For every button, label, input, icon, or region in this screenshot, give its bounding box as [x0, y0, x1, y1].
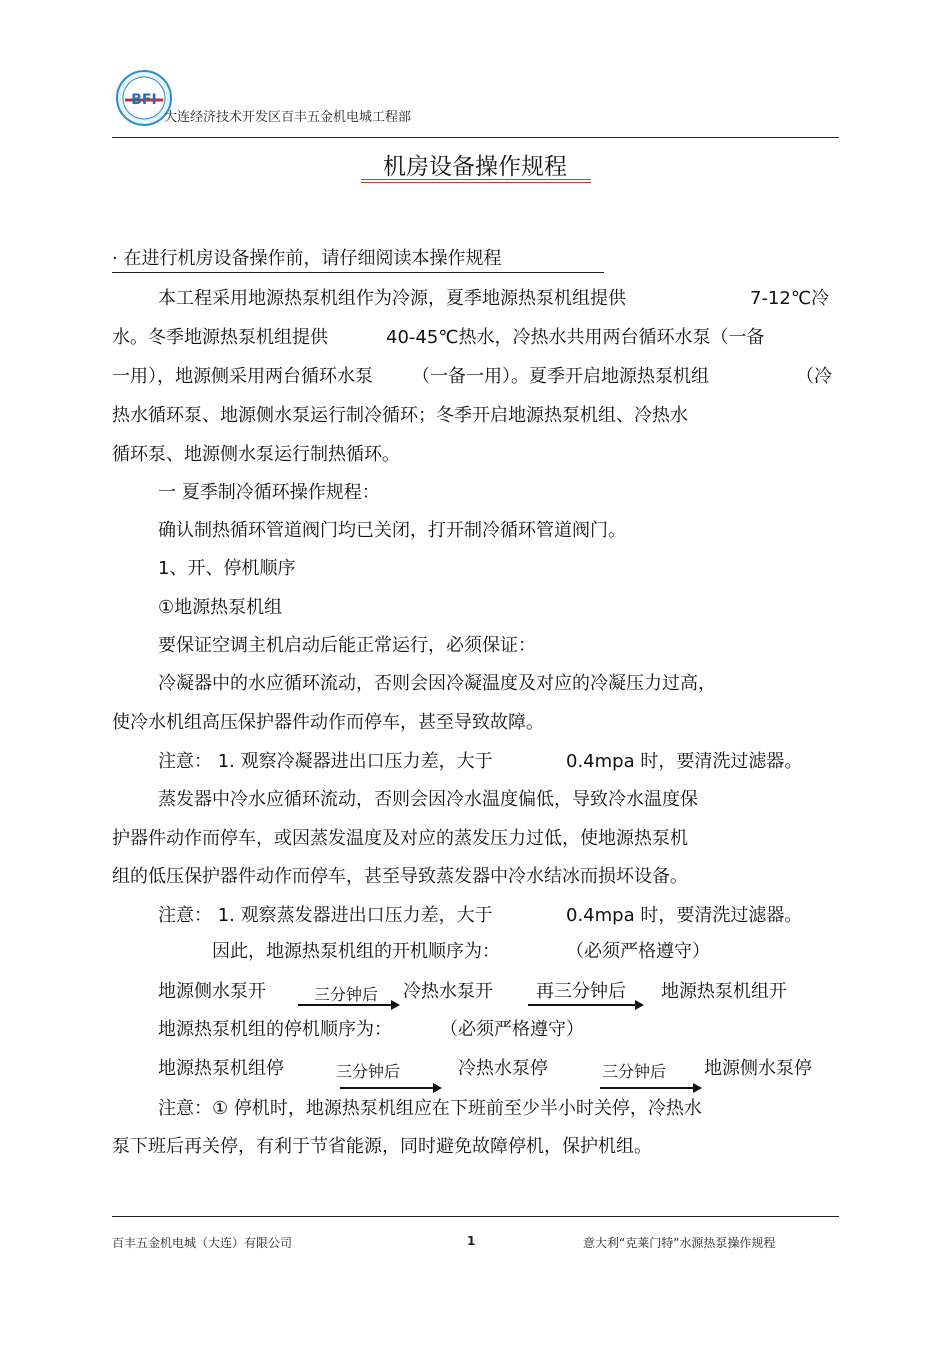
paragraph-line: 7-12℃冷	[750, 288, 830, 309]
paragraph-line: 水。冬季地源热泵机组提供	[112, 327, 328, 348]
page-number: 1	[467, 1234, 476, 1248]
paragraph-line: 一用），地源侧采用两台循环水泵	[112, 366, 373, 387]
paragraph-line: 40-45℃热水，冷热水共用两台循环水泵（一备	[386, 327, 765, 348]
footer-divider	[112, 1216, 839, 1217]
flow-step: 地源热泵机组停	[158, 1058, 284, 1079]
paragraph-line: 确认制热循环管道阀门均已关闭，打开制冷循环管道阀门。	[158, 520, 626, 541]
paragraph-line: 蒸发器中冷水应循环流动，否则会因冷水温度偏低，导致冷水温度保	[158, 789, 698, 810]
note-line: 注意： 1. 观察蒸发器进出口压力差，大于	[158, 905, 493, 926]
paragraph-line: （必须严格遵守）	[440, 1019, 584, 1040]
paragraph-line: （冷	[796, 366, 832, 387]
flow-step: 地源侧水泵停	[704, 1058, 812, 1079]
flow-arrow-icon	[600, 1087, 700, 1089]
footer-doc-title: 意大利“克莱门特”水源热泵操作规程	[583, 1236, 776, 1250]
paragraph-line: 护器件动作而停车，或因蒸发温度及对应的蒸发压力过低，使地源热泵机	[112, 828, 688, 849]
paragraph-line: 冷凝器中的水应循环流动，否则会因冷凝温度及对应的冷凝压力过高，	[158, 673, 716, 694]
flow-arrow-icon	[340, 1087, 440, 1089]
note-line: 注意： 1. 观察冷凝器进出口压力差，大于	[158, 751, 493, 772]
intro-bullet: · 在进行机房设备操作前，请仔细阅读本操作规程	[112, 248, 502, 269]
subheading: ①地源热泵机组	[158, 597, 283, 618]
flow-step: 地源侧水泵开	[158, 981, 266, 1002]
flow-step: 冷热水泵停	[458, 1058, 548, 1079]
paragraph-line: 地源热泵机组的停机顺序为：	[158, 1019, 392, 1040]
paragraph-line: 要保证空调主机启动后能正常运行，必须保证：	[158, 635, 536, 656]
paragraph-line: 热水循环泵、地源侧水泵运行制冷循环；冬季开启地源热泵机组、冷热水	[112, 405, 688, 426]
paragraph-line: 循环泵、地源侧水泵运行制热循环。	[112, 444, 400, 465]
paragraph-line: 本工程采用地源热泵机组作为冷源，夏季地源热泵机组提供	[158, 288, 626, 309]
company-name: 大连经济技术开发区百丰五金机电城工程部	[164, 110, 412, 125]
flow-step: 冷热水泵开	[403, 981, 493, 1002]
flow-arrow-label: 再三分钟后	[536, 981, 626, 1002]
intro-underline	[112, 272, 604, 273]
paragraph-line: （必须严格遵守）	[566, 941, 710, 962]
note-line: 泵下班后再关停，有利于节省能源，同时避免故障停机，保护机组。	[112, 1136, 652, 1157]
subheading: 1、开、停机顺序	[158, 558, 296, 579]
flow-arrow-label: 三分钟后	[602, 1062, 667, 1081]
logo-text: BFI	[131, 92, 157, 108]
note-line: 0.4mpa 时，要清洗过滤器。	[566, 905, 803, 926]
flow-arrow-label: 三分钟后	[314, 985, 379, 1004]
page-title: 机房设备操作规程	[383, 154, 567, 180]
flow-step: 地源热泵机组开	[661, 981, 787, 1002]
title-underline	[361, 179, 591, 180]
paragraph-line: 因此，地源热泵机组的开机顺序为：	[212, 941, 500, 962]
header-divider	[112, 137, 839, 138]
flow-arrow-icon	[298, 1004, 398, 1006]
paragraph-line: 组的低压保护器件动作而停车，甚至导致蒸发器中冷水结冰而损坏设备。	[112, 866, 688, 887]
note-line: 注意：① 停机时，地源热泵机组应在下班前至少半小时关停，冷热水	[158, 1098, 702, 1119]
footer-company: 百丰五金机电城（大连）有限公司	[112, 1236, 293, 1250]
note-line: 0.4mpa 时，要清洗过滤器。	[566, 751, 803, 772]
paragraph-line: 使冷水机组高压保护器件动作而停车，甚至导致故障。	[112, 712, 544, 733]
section-heading: 一 夏季制冷循环操作规程：	[158, 482, 380, 503]
flow-arrow-label: 三分钟后	[336, 1062, 401, 1081]
paragraph-line: （一备一用）。夏季开启地源热泵机组	[412, 366, 709, 387]
title-underline	[361, 182, 591, 183]
flow-arrow-icon	[528, 1004, 642, 1006]
